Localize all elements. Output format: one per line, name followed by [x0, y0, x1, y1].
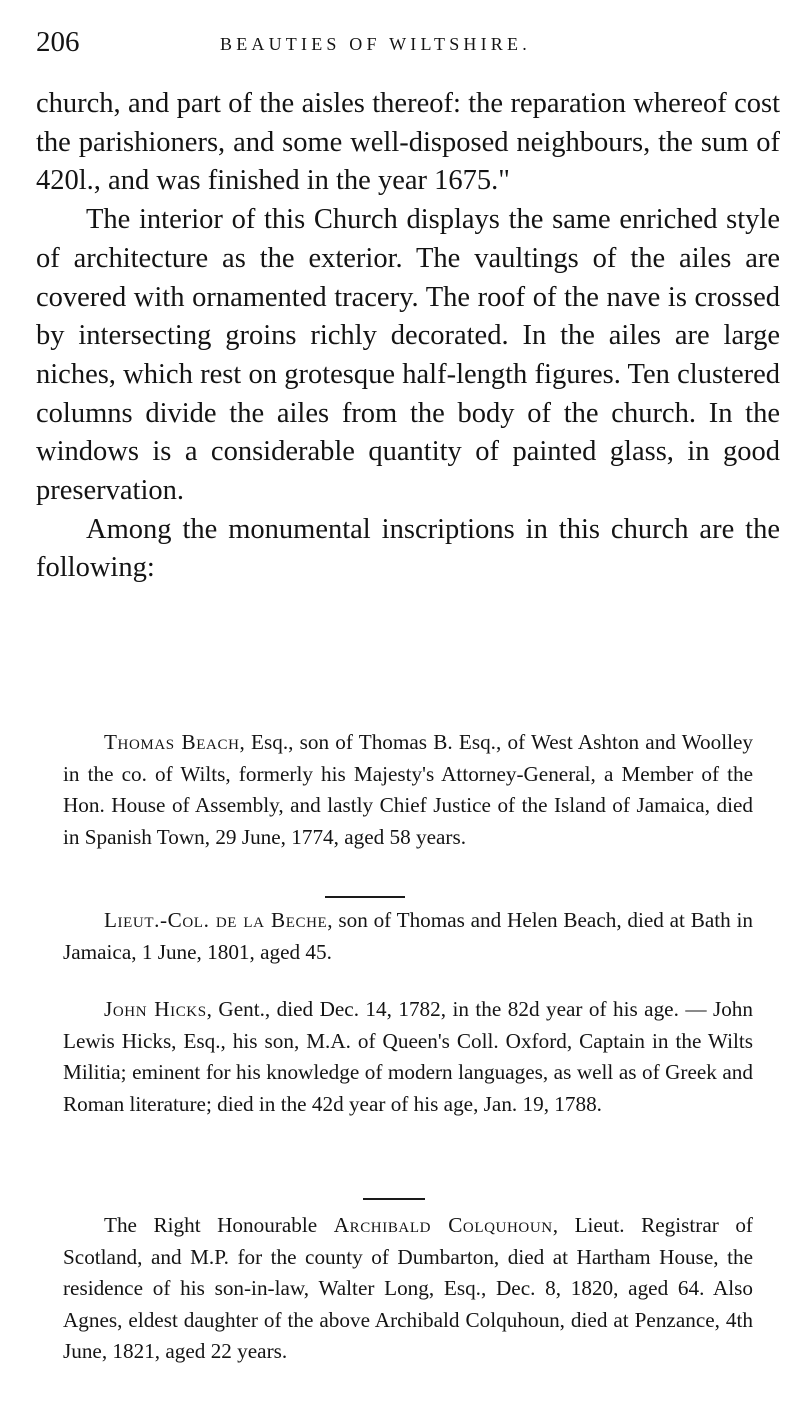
section-divider: [363, 1198, 425, 1200]
running-head: BEAUTIES OF WILTSHIRE.: [220, 34, 531, 54]
inscription-prefix: The Right Honourable: [104, 1213, 334, 1237]
section-divider: [325, 896, 405, 898]
inscription-text: , Lieut. Registrar of Scotland, and M.P. for the county of Dumbarton, died at Hartham House, the residence of his son-in-law, Walter Long, Esq., Dec. 8, 1820, aged 64. Also Agnes, eldest daughter of the above Archibald Colquhoun, died at Penzance, 4th June, 1821, aged 22 years.: [63, 1213, 753, 1363]
inscription-text: , son of Thomas and Helen Beach, died at Bath in Jamaica, 1 June, 1801, aged 45.: [63, 908, 753, 964]
paragraph-inscriptions-intro: Among the monumental inscriptions in this church are the following:: [36, 513, 780, 584]
inscription-text: , Esq., son of Thomas B. Esq., of West Ashton and Woolley in the co. of Wilts, formerly his Majesty's Attorney-General, a Member of the Hon. House of Assembly, and lastly Chief Justice of the Island of Jamaica, died in Spanish Town, 29 June, 1774, aged 58 years.: [63, 730, 753, 849]
inscription-thomas-beach: [63, 727, 753, 853]
page-number: 206: [36, 26, 80, 58]
paragraph-church-interior: The interior of this Church displays the same enriched style of architecture as the exterior. The vaultings of the ailes are covered with ornamented tracery. The roof of the nave is crossed by intersecting groins richly decorated. In the ailes are large niches, which rest on grotesque half-length figures. Ten clustered columns divide the ailes from the body of the church. In the windows is a considerable quantity of painted glass, in good preservation.: [36, 204, 780, 507]
inscription-archibald-colquhoun: [63, 1210, 753, 1368]
body-text: [36, 85, 780, 588]
page-header: [36, 24, 766, 64]
inscription-text: , Gent., died Dec. 14, 1782, in the 82d year of his age. — John Lewis Hicks, Esq., his son, M.A. of Queen's Coll. Oxford, Captain in the Wilts Militia; eminent for his knowledge of modern languages, as well as of Greek and Roman literature; died in the 42d year of his age, Jan. 19, 1788.: [63, 997, 753, 1116]
inscription-de-la-beche: [63, 905, 753, 968]
inscription-name: John Hicks: [104, 997, 207, 1021]
inscription-name: Archibald Colquhoun: [333, 1213, 553, 1237]
inscription-john-hicks: [63, 994, 753, 1120]
inscription-name: Lieut.-Col. de la Beche: [104, 908, 328, 932]
inscription-name: Thomas Beach: [104, 730, 240, 754]
paragraph-continuation: church, and part of the aisles thereof: the reparation whereof cost the parishioners, and some well-disposed neighbours, the sum of 420l., and was finished in the year 1675.": [36, 88, 780, 197]
